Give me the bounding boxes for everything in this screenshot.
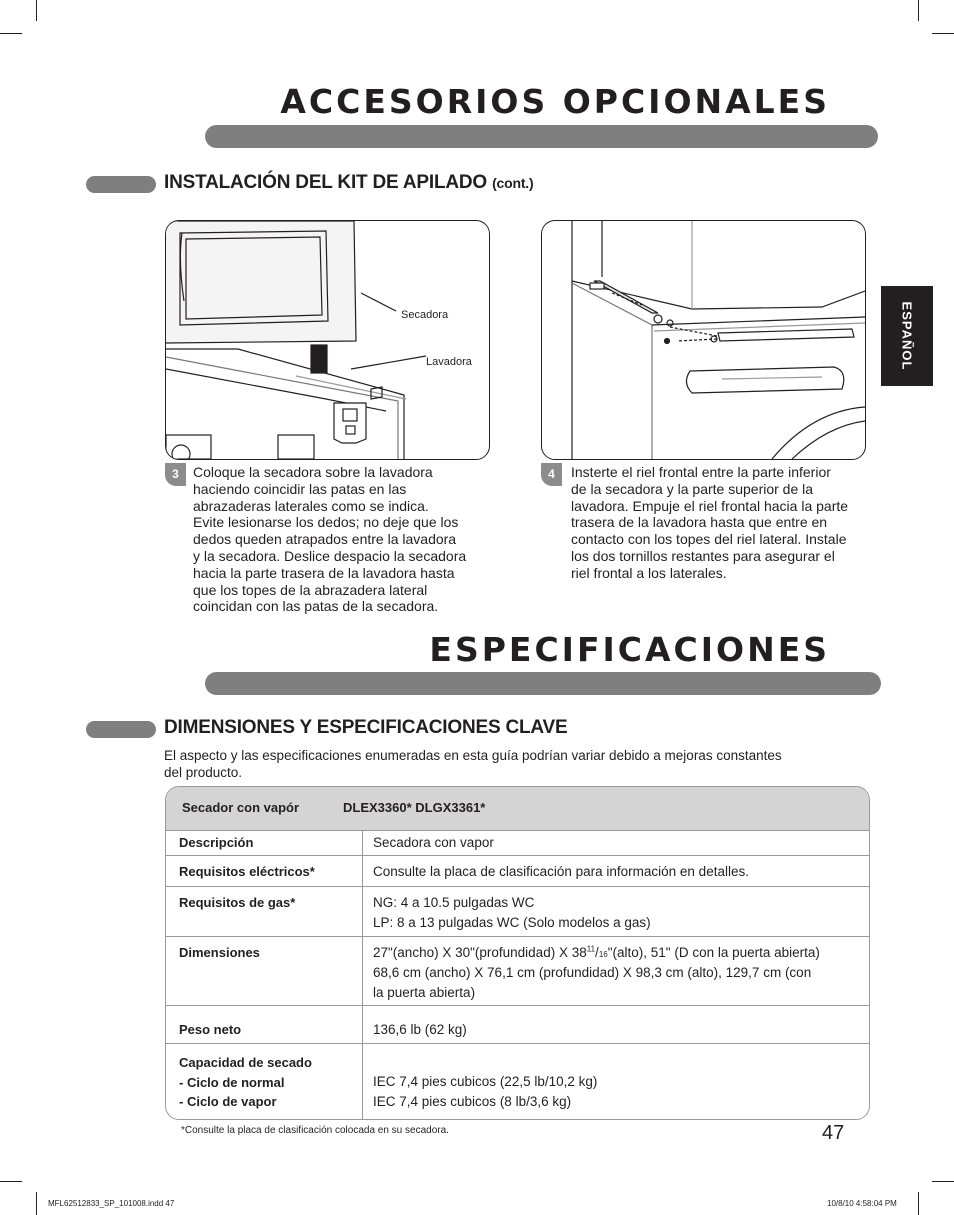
table-row xyxy=(166,887,869,937)
crop-mark xyxy=(918,1192,919,1215)
table-row xyxy=(166,856,869,887)
spec-header-models: DLEX3360* DLGX3361* xyxy=(343,800,486,815)
step-3-text: Coloque la secadora sobre la lavadora haciendo coincidir las patas en las abrazaderas laterales como se indica. Evite lesionarse los dedos; no deje que los dedos queden atrapados entre la lavadora y la secadora. Deslice despacio la secadora hacia la parte trasera de la lavadora hasta que los topes de la abrazadera lateral coincidan con las patas de la secadora. xyxy=(193,464,467,615)
section-heading-dimensiones: DIMENSIONES Y ESPECIFICACIONES CLAVE xyxy=(164,717,568,738)
print-slug-right: 10/8/10 4:58:04 PM xyxy=(827,1199,897,1208)
crop-mark xyxy=(932,1181,954,1182)
page-title-especificaciones: ESPECIFICACIONES xyxy=(429,630,830,669)
figure-step-4 xyxy=(541,220,866,460)
step-number-4: 4 xyxy=(541,463,562,486)
language-tab-label: ESPAÑOL xyxy=(899,301,915,371)
print-slug-left: MFL62512833_SP_101008.indd 47 xyxy=(48,1199,175,1208)
table-row xyxy=(166,1044,869,1119)
row-value: Consulte la placa de clasificación para información en detalles. xyxy=(373,864,749,879)
section-heading-kit xyxy=(164,172,533,194)
row-label: Descripción xyxy=(179,835,254,850)
crop-mark xyxy=(36,0,37,21)
intro-paragraph: El aspecto y las especificaciones enumeradas en esta guía podrían variar debido a mejoras constantes del producto. xyxy=(164,748,782,780)
title-rule xyxy=(205,125,878,148)
section-pill xyxy=(86,176,156,193)
table-row xyxy=(166,937,869,1006)
section-heading-text: INSTALACIÓN DEL KIT DE APILADO xyxy=(164,172,487,193)
table-row xyxy=(166,831,869,856)
spec-table-header xyxy=(166,787,869,831)
crop-mark xyxy=(932,33,954,34)
section-pill xyxy=(86,721,156,738)
step-number-3: 3 xyxy=(165,463,186,486)
row-label: Peso neto xyxy=(179,1022,242,1037)
spec-table xyxy=(165,786,870,1120)
row-value: 136,6 lb (62 kg) xyxy=(373,1022,467,1037)
row-label: Requisitos eléctricos* xyxy=(179,864,315,879)
figure-step-3 xyxy=(165,220,490,460)
row-label: Requisitos de gas* xyxy=(179,895,296,910)
table-row xyxy=(166,1006,869,1044)
crop-mark xyxy=(0,33,22,34)
crop-mark xyxy=(0,1181,22,1182)
row-label: Capacidad de secado - Ciclo de normal - Ciclo de vapor xyxy=(179,1055,312,1109)
illustration-dryer-on-washer xyxy=(166,221,489,459)
label-secadora: Secadora xyxy=(401,309,449,321)
crop-mark xyxy=(36,1192,37,1215)
title-rule xyxy=(205,672,881,695)
page-number: 47 xyxy=(822,1122,845,1144)
illustration-front-rail xyxy=(542,221,865,459)
row-value: Secadora con vapor xyxy=(373,835,494,850)
language-tab xyxy=(881,286,933,386)
row-value: 27"(ancho) X 30"(profundidad) X $38^{11}/16"(alto)$, 51" (D con la puerta abierta) 68,6 cm (ancho) X 76,1 cm (profundidad) X 98,3 cm (alto), 129,7 cm (con la puerta abierta) xyxy=(373,944,820,1000)
row-value: NG: 4 a 10.5 pulgadas WC LP: 8 a 13 pulgadas WC (Solo modelos a gas) xyxy=(373,895,651,930)
label-lavadora: Lavadora xyxy=(426,356,472,368)
page-title-accesorios: ACCESORIOS OPCIONALES xyxy=(280,82,830,121)
section-heading-suffix: (cont.) xyxy=(492,175,534,191)
step-4-text: Insterte el riel frontal entre la parte inferior de la secadora y la parte superior de la lavadora. Empuje el riel frontal hacia la parte trasera de la lavadora hasta que entre en contacto con los topes del riel lateral. Instale los dos tornillos restantes para asegurar el riel frontal a los laterales. xyxy=(571,464,849,581)
crop-mark xyxy=(918,0,919,21)
row-label: Dimensiones xyxy=(179,945,260,960)
row-value: IEC 7,4 pies cubicos (22,5 lb/10,2 kg) IEC 7,4 pies cubicos (8 lb/3,6 kg) xyxy=(373,1074,598,1109)
spec-header-label: Secador con vapór xyxy=(182,800,300,815)
footnote: *Consulte la placa de clasificación colocada en su secadora. xyxy=(181,1125,449,1136)
